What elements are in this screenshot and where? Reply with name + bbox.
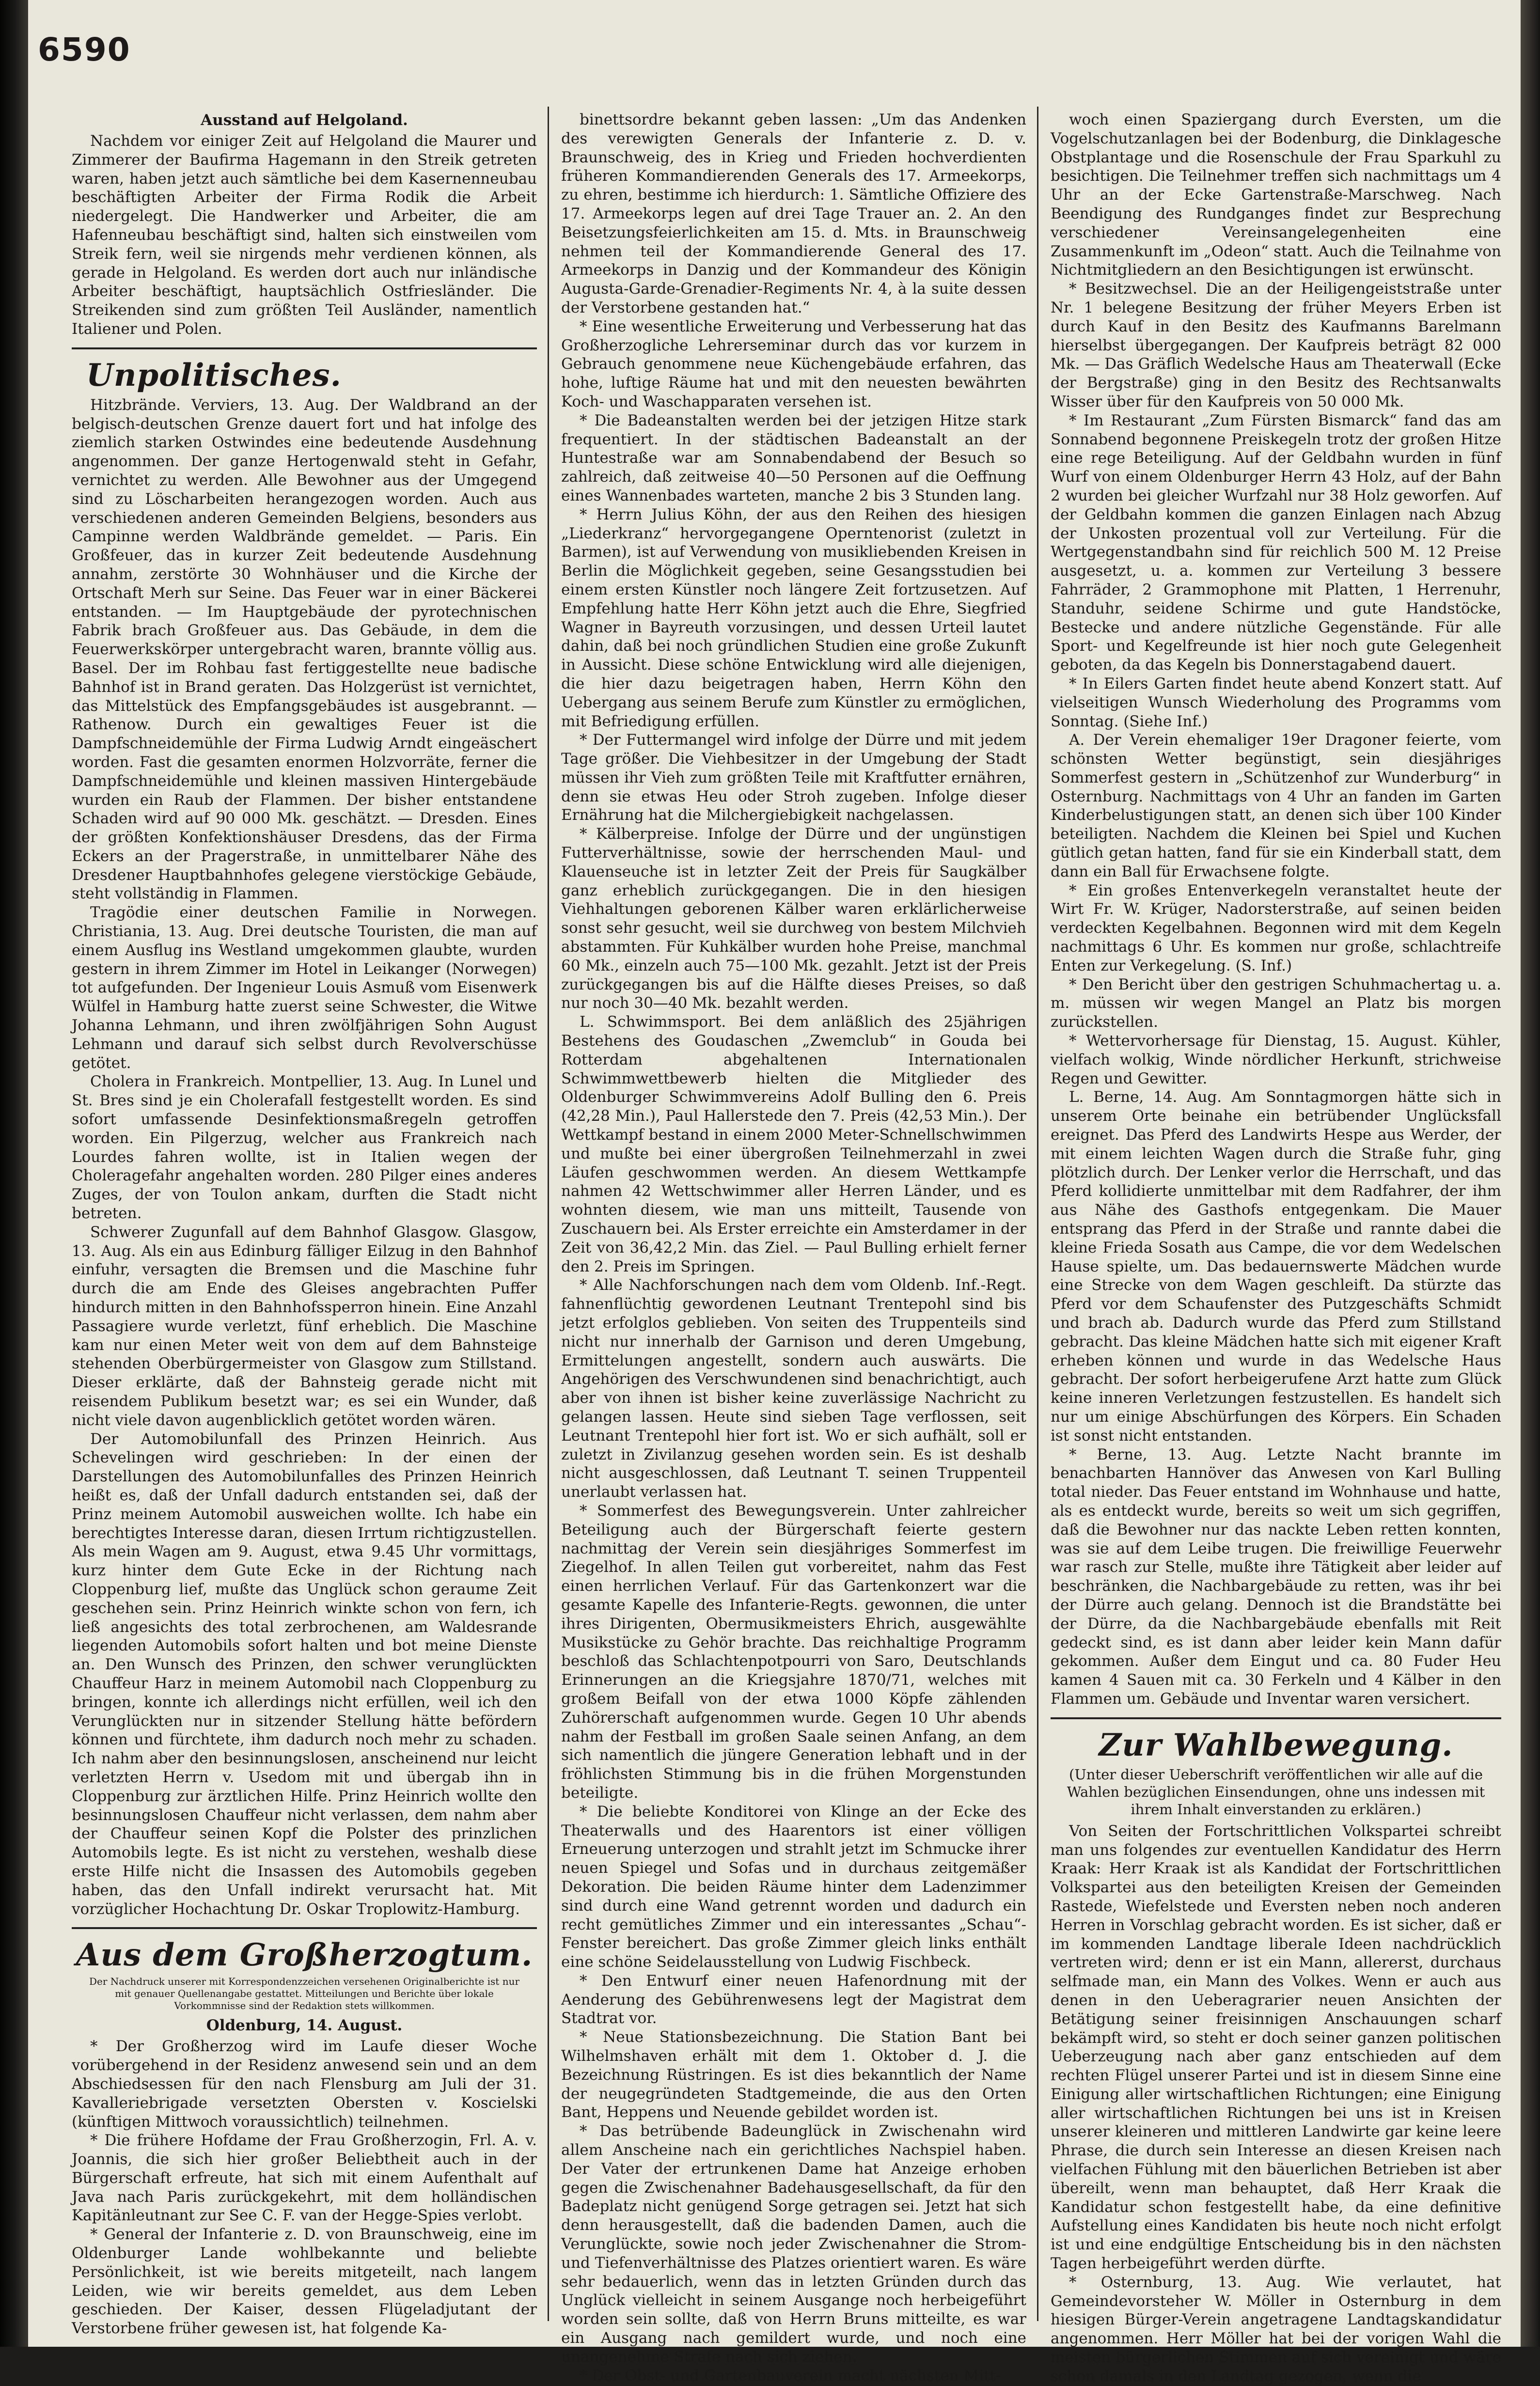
newspaper-page [28, 0, 1521, 2385]
article-text: * Der Großherzog wird im Laufe dieser Woche vorübergehend in der Residenz anwesend sein und an dem Abschiedsessen für den nach Flensburg am Juli der 31. Kavalleriebrigade versetzten Obersten v. Koscielski (künftigen Mittwoch voraussichtlich) teilnehmen. [72, 2038, 537, 2131]
article-grossherzogtum [72, 2037, 537, 2338]
article-wahlbewegung [1051, 1822, 1501, 2386]
article-text: * Der Futtermangel wird infolge der Dürre und mit jedem Tage größer. Die Viehbesitzer in der Umgebung der Stadt müssen ihr Vieh zum größten Teile mit Kraftfutter ernähren, denn sie etwas Heu oder Stroh zugeben. Infolge dieser Ernährung hat die Milchergiebigkeit nachgelassen. [561, 731, 1026, 824]
article-text: Tragödie einer deutschen Familie in Norwegen. Christiania, 13. Aug. Drei deutsche Touristen, die man auf einem Ausflug ins Westland umgekommen glaubte, wurden gestern in ihrem Zimmer im Hotel in Leikanger (Norwegen) tot aufgefunden. Der Ingenieur Louis Asmuß vom Eisenwerk Wülfel in Hamburg hatte zuerst seine Schwester, die Witwe Johanna Lehmann, und ihren zwölfjährigen Sohn August Lehmann und darauf sich selbst durch Revolverschüsse getötet. [72, 904, 537, 1072]
article-text: Der Automobilunfall des Prinzen Heinrich. Aus Schevelingen wird geschrieben: In der einen der Darstellungen des Automobilunfalles des Prinzen Heinrich heißt es, daß der Unfall dadurch entstanden sei, daß der Prinz meinem Automobil ausweichen wollte. Ich habe ein berechtigtes Interesse daran, diesen Irrtum richtigzustellen. Als mein Wagen am 9. August, etwa 9.45 Uhr vormittags, kurz hinter dem Gute Ecke in der Richtung nach Cloppenburg lief, mußte das Unglück schon geraume Zeit geschehen sein. Prinz Heinrich winkte schon von fern, ich ließ angesichts des total zerbrochenen, am Waldesrande liegenden Automobils sofort halten und bot meine Dienste an. Den Wunsch des Prinzen, den schwer verunglückten Chauffeur Harz in meinem Automobil nach Cloppenburg zu bringen, konnte ich allerdings nicht erfüllen, weil ich den Verunglückten nur in sitzender Stellung hätte befördern können und fürchtete, ihm dadurch noch mehr zu schaden. Ich nahm aber den besinnungslosen, anscheinend nur leicht verletzten Herrn v. Usedom mit und übergab ihn in Cloppenburg zur ärztlichen Hilfe. Prinz Heinrich wollte den besinnungslosen Chauffeur nicht verlassen, dem nahm aber der Chauffeur seinen Kopf die Polster des prinzlichen Automobils legte. Es ist nicht zu verstehen, weshalb diese erste Hilfe nicht die Insassen des Automobils gegeben haben, das den Unfall indirekt verursacht hat. Mit vorzüglicher Hochachtung Dr. Oskar Troplowitz-Hamburg. [72, 1430, 537, 1918]
article-text: * Ein großes Entenverkegeln veranstaltet heute der Wirt Fr. W. Krüger, Nadorsterstraße, auf seinen beiden verdeckten Kegelbahnen. Begonnen wird mit dem Kegeln nachmittags 6 Uhr. Es kommen nur große, schlachtreife Enten zur Verkegelung. (S. Inf.) [1051, 881, 1501, 974]
article-text: Hitzbrände. Verviers, 13. Aug. Der Waldbrand an der belgisch-deutschen Grenze dauert fort und hat infolge des ziemlich starken Ostwindes eine bedeutende Ausdehnung angenommen. Der ganze Hertogenwald steht in Gefahr, vernichtet zu werden. Alle Bewohner aus der Umgegend sind zu Löscharbeiten herangezogen worden. Auch aus verschiedenen anderen Gemeinden Belgiens, besonders aus Campinne werden Waldbrände gemeldet. — Paris. Ein Großfeuer, das in kurzer Zeit bedeutende Ausdehnung annahm, zerstörte 30 Wohnhäuser und die Kirche der Ortschaft Merh sur Seine. Das Feuer war in einer Bäckerei entstanden. — Im Hauptgebäude der pyrotechnischen Fabrik brach Großfeuer aus. Das Gebäude, in dem die Feuerwerkskörper untergebracht waren, brannte völlig aus. Basel. Der im Rohbau fast fertiggestellte neue badische Bahnhof ist in Brand geraten. Das Holzgerüst ist vernichtet, das Mittelstück des Empfangsgebäudes ist ausgebrannt. — Rathenow. Durch ein gewaltiges Feuer ist die Dampfschneidemühle der Firma Ludwig Arndt eingeäschert worden. Fast die gesamten enormen Holzvorräte, ferner die Dampfschneidemühle und kleinen massiven Hintergebäude wurden ein Raub der Flammen. Der bisher entstandene Schaden wird auf 90 000 Mk. geschätzt. — Dresden. Eines der größten Konfektionshäuser Dresdens, das der Firma Eckers an der Pragerstraße, in unmittelbarer Nähe des Dresdener Hauptbahnhofes gelegene vierstöckige Gebäude, steht vollständig in Flammen. [72, 396, 537, 903]
section-title-unpolitisches: Unpolitisches. [86, 357, 342, 393]
section-title-grossherzogtum: Aus dem Großherzogtum. [76, 1937, 533, 1974]
article-text: * Neue Stationsbezeichnung. Die Station Bant bei Wilhelmshaven erhält mit dem 1. Oktober d. J. die Bezeichnung Rüstringen. Es ist dies bekanntlich der Name der neugegründeten Stadtgemeinde, die aus den Orten Bant, Heppens und Neuende gebildet worden ist. [561, 2028, 1026, 2121]
article-text: * Die Badeanstalten werden bei der jetzigen Hitze stark frequentiert. In der städtischen Badeanstalt an der Huntestraße war am Sonnabendabend der Besuch so zahlreich, daß zeitweise 40—50 Personen auf die Oeffnung eines Wannenbades warteten, manche 2 bis 3 Stunden lang. [561, 411, 1026, 504]
article-text: binettsordre bekannt geben lassen: „Um das Andenken des verewigten Generals der Infanterie z. D. v. Braunschweig, des in Krieg und Frieden hochverdienten früheren Kommandierenden Generals des 17. Armeekorps, zu ehren, bestimme ich hierdurch: 1. Sämtliche Offiziere des 17. Armeekorps legen auf drei Tage Trauer an. 2. An den Beisetzungsfeierlichkeiten am 15. d. Mts. in Braunschweig nehmen teil der Kommandierende General des 17. Armeekorps in Danzig und der Kommandeur des Königin Augusta-Garde-Grenadier-Regiments Nr. 4, à la suite dessen der Verstorbene gestanden hat.“ [561, 111, 1026, 316]
article-text: * Den Entwurf einer neuen Hafenordnung mit der Aenderung des Gebührenwesens legt der Magistrat dem Stadtrat vor. [561, 1972, 1026, 2027]
article-text: * Das betrübende Badeunglück in Zwischenahn wird allem Anscheine nach ein gerichtliches Nachspiel haben. Der Vater der ertrunkenen Dame hat Anzeige erhoben gegen die Zwischenahner Badehausgesellschaft, da für den Badeplatz nicht genügend Sorge getragen sei. Jetzt hat sich denn herausgestellt, daß die badenden Damen, auch die Verunglückte, sowie noch jeder Zwischenahner die Strom- und Tiefenverhältnisse des Platzes orientiert waren. Es wäre sehr bedauerlich, wenn das in letzten Gründen durch das Unglück vielleicht in seinem Ausgange noch herbeigeführt worden sein sollte, daß von Herrn Bruns mitteilte, es war ein Ausgang nach gemildert wurde, und noch eine unangenehme Strafe nach sich ziehen. [561, 2122, 1026, 2366]
column-rule [1037, 107, 1038, 2321]
article-local-news [561, 110, 1026, 2385]
article-text: * Herrn Julius Köhn, der aus den Reihen des hiesigen „Liederkranz“ hervorgegangene Operntenorist (zuletzt in Barmen), ist auf Verwendung von musikliebenden Kreisen in Berlin die Möglichkeit gegeben, seine Gesangsstudien bei einem ersten Künstler noch längere Zeit fortzusetzen. Auf Empfehlung hatte Herr Köhn jetzt auch die Ehre, Siegfried Wagner in Bayreuth vorzusingen, und dessen Urteil lautet dahin, daß bei noch gründlichen Studien eine große Zukunft in Aussicht. Diese schöne Entwicklung wird alle diejenigen, die hier dazu beigetragen haben, Herrn Köhn den Uebergang aus seinem Berufe zum Künstler zu ermöglichen, mit Befriedigung erfüllen. [561, 505, 1026, 730]
column-2 [561, 110, 1026, 2385]
article-text: Nachdem vor einiger Zeit auf Helgoland die Maurer und Zimmerer der Baufirma Hagemann in den Streik getreten waren, haben jetzt auch sämtliche bei dem Kasernenneubau beschäftigten Arbeiter der Firma Rodik die Arbeit niedergelegt. Die Handwerker und Arbeiter, die am Hafenneubau beschäftigt sind, halten sich einstweilen vom Streik fern, weil sie nirgends mehr verdienen können, als gerade in Helgoland. Es werden dort auch nur inländische Arbeiter beschäftigt, hauptsächlich Ostfriesländer. Die Streikenden sind zum größten Teil Ausländer, namentlich Italiener und Polen. [72, 132, 537, 338]
page-number: 6590 [38, 31, 131, 68]
section-divider [72, 1927, 537, 1929]
article-local-news-cont [1051, 110, 1501, 1709]
article-text: Cholera in Frankreich. Montpellier, 13. Aug. In Lunel und St. Bres sind je ein Cholerafall festgestellt worden. Es sind sofort umfassende Desinfektionsmaßregeln getroffen worden. Ein Pilgerzug, welcher aus Frankreich nach Lourdes fahren wollte, ist in Italien wegen der Choleragefahr angehalten worden. 280 Pilger eines anderes Zuges, der von Toulon ankam, durften die Stadt nicht betreten. [72, 1073, 537, 1223]
article-helgoland [72, 110, 537, 339]
section-divider [1051, 1717, 1501, 1719]
article-text: Von Seiten der Fortschrittlichen Volkspartei schreibt man uns folgendes zur eventuellen Kandidatur des Herrn Kraak: Herr Kraak ist als Kandidat der Fortschrittlichen Volkspartei aus den beteiligten Kreisen der Gemeinden Rastede, Wiefelstede und Eversten neben noch anderen Herren in Vorschlag gebracht worden. Es ist sicher, daß er im kommenden Landtage liberale Ideen nachdrücklich vertreten wird; denn er ist ein Mann, allererst, durchaus selfmade man, ein Mann des Volkes. Wenn er auch aus denen in den Ueberagrarier neuen Ansichten der Betätigung seiner freisinnigen Anschauungen scharf bekämpft wird, so steht er doch seiner ganzen politischen Ueberzeugung nach aber ganz entschieden auf dem rechten Flügel unserer Partei und ist in diesem Sinne eine Einigung aller wirtschaftlichen Richtungen; eine Einigung aller wirtschaftlichen Richtungen bei uns ist in Kreisen unserer kleineren und mittleren Landwirte gar keine leere Phrase, die durch sein Interesse an diesen Kreisen nach vielfachen Fühlung mit den bäuerlichen Betrieben ist aber übereilt, wenn man behauptet, daß Herr Kraak die Kandidatur schon festgestellt habe, da eine definitive Aufstellung eines Kandidaten bis heute noch nicht erfolgt ist und eine endgültige Entscheidung bis in den nächsten Tagen herbeigeführt werden dürfte. [1051, 1822, 1501, 2273]
article-text: Schwerer Zugunfall auf dem Bahnhof Glasgow. Glasgow, 13. Aug. Als ein aus Edinburg fälliger Eilzug in den Bahnhof einfuhr, versagten die Bremsen und die Maschine fuhr durch die am Ende des Gleises angebrachten Puffer hindurch mitten in den Bahnhofssperron hinein. Eine Anzahl Passagiere wurde verletzt, fünf erheblich. Die Maschine kam nur einen Meter weit von dem auf dem Bahnsteige stehenden Oberbürgermeister von Glasgow zum Stillstand. Dieser erklärte, daß der Bahnsteig gerade nicht mit reisendem Publikum besetzt war; es sei ein Wunder, daß nicht viele davon augenblicklich getötet worden wären. [72, 1223, 537, 1429]
binding-edge-right [1521, 0, 1540, 2347]
article-text: A. Der Verein ehemaliger 19er Dragoner feierte, vom schönsten Wetter begünstigt, sein diesjähriges Sommerfest gestern in „Schützenhof zur Wunderburg“ in Osternburg. Nachmittags von 4 Uhr an fanden im Garten Kinderbelustigungen statt, an denen sich über 100 Kinder beteiligten. Nachdem die Kleinen bei Spiel und Kuchen gütlich getan hatten, fand für sie ein Kinderball statt, dem dann ein Ball für Erwachsene folgte. [1051, 731, 1501, 880]
column-3 [1051, 110, 1501, 2385]
article-text: * Die frühere Hofdame der Frau Großherzogin, Frl. A. v. Joannis, die sich hier großer Beliebtheit auch in der Bürgerschaft erfreute, hat sich mit einem Aufenthalt auf Java nach Paris zurückgekehrt, mit dem holländischen Kapitänleutnant zur See C. F. van der Hegge-Spies verlobt. [72, 2132, 537, 2225]
binding-edge-left [0, 0, 28, 2347]
section-title-wahlbewegung: Zur Wahlbewegung. [1099, 1727, 1453, 1763]
article-text: * Berne, 13. Aug. Letzte Nacht brannte im benachbarten Hannöver das Anwesen von Karl Bulling total nieder. Das Feuer entstand im Wohnhause und hatte, als es entdeckt wurde, bereits so weit um sich gegriffen, daß die Bewohner nur das nackte Leben retten konnten, was sie auf dem Leibe trugen. Die freiwillige Feuerwehr war rasch zur Stelle, mußte ihre Tätigkeit aber leider auf beschränken, die Nachbargebäude zu retten, was ihr bei der Dürre auch gelang. Dennoch ist die Brandstätte bei der Dürre, da die Nachbargebäude ebenfalls mit Reit gedeckt sind, es ist dann aber leider kein Mann dafür gekommen. Außer dem Eingut und ca. 80 Fuder Heu kamen 4 Sauen mit ca. 30 Ferkeln und 4 Kälber in den Flammen um. Gebäude und Inventar waren versichert. [1051, 1445, 1501, 1708]
article-text: * Kälberpreise. Infolge der Dürre und der ungünstigen Futterverhältnisse, sowie der herrschenden Maul- und Klauenseuche ist in letzter Zeit der Preis für Saugkälber ganz erheblich zurückgegangen. Die in den hiesigen Viehhaltungen geborenen Kälber waren erklärlicherweise sonst sehr gesucht, weil sie durchweg von bestem Milchvieh abstammten. Für Kuhkälber wurden hohe Preise, manchmal 60 Mk., einzeln auch 75—100 Mk. gezahlt. Jetzt ist der Preis zurückgegangen bis auf die Hälfte dieses Preises, so daß nur noch 30—40 Mk. bezahlt werden. [561, 825, 1026, 1012]
article-text: L. Berne, 14. Aug. Am Sonntagmorgen hätte sich in unserem Orte beinahe ein betrübender Unglücksfall ereignet. Das Pferd des Landwirts Hespe aus Werder, der mit einem leichten Wagen durch die Straße fuhr, ging plötzlich durch. Der Lenker verlor die Herrschaft, und das Pferd kollidierte unmittelbar mit dem Radfahrer, der ihm aus Nähe des Gasthofs entgegenkam. Die Mauer entsprang das Pferd in der Straße und rannte dabei die kleine Frieda Sosath aus Campe, die vor dem Wedelschen Hause spielte, um. Das bedauernswerte Mädchen wurde eine Strecke von dem Wagen geschleift. Da stürzte das Pferd vor dem Schaufenster des Putzgeschäfts Schmidt und brach ab. Dadurch wurde das Pferd zum Stillstand gebracht. Das kleine Mädchen hatte sich mit eigener Kraft erheben können und wurde in das Wedelsche Haus gebracht. Der sofort herbeigerufene Arzt hatte zum Glück keine inneren Verletzungen festzustellen. Es handelt sich nur um einige Abschürfungen des Körpers. Ein Schaden ist sonst nicht entstanden. [1051, 1088, 1501, 1444]
article-text: * Der Obst- und Gartenbauverein macht nächsten Mitt- [580, 2367, 1001, 2385]
column-rule [548, 107, 549, 2321]
article-text: * Besitzwechsel. Die an der Heiligengeiststraße unter Nr. 1 belegene Besitzung der früher Meyers Erben ist durch Kauf in den Besitz des Kaufmanns Barelmann hierselbst übergegangen. Der Kaufpreis beträgt 82 000 Mk. — Das Gräflich Wedelsche Haus am Theaterwall (Ecke der Bergstraße) ging in den Besitz des Rechtsanwalts Wisser über für den Kaufpreis von 50 000 Mk. [1051, 280, 1501, 410]
article-text: * General der Infanterie z. D. von Braunschweig, eine im Oldenburger Lande wohlbekannte und beliebte Persönlichkeit, ist wie bereits mitgeteilt, nach langem Leiden, wie wir bereits gemeldet, aus dem Leben geschieden. Der Kaiser, dessen Flügeladjutant der Verstorbene früher gewesen ist, hat folgende Ka- [72, 2226, 537, 2338]
article-unpolitisches [72, 396, 537, 1919]
section-divider [72, 347, 537, 349]
column-1 [72, 110, 537, 2338]
reprint-notice: Der Nachdruck unserer mit Korrespondenzzeichen versehenen Originalberichte ist nur mit genauer Quellenangabe gestattet. Mitteilungen und Berichte über lokale Vorkommnisse sind der Redaktion stets willkommen. [89, 1976, 520, 2012]
dateline: Oldenburg, 14. August. [206, 2017, 403, 2035]
article-text: * Wettervorhersage für Dienstag, 15. August. Kühler, vielfach wolkig, Winde nördlicher Herkunft, strichweise Regen und Gewitter. [1051, 1032, 1501, 1087]
article-text: * Die beliebte Konditorei von Klinge an der Ecke des Theaterwalls und des Haarentors ist einer völligen Erneuerung unterzogen und strahlt jetzt im Schmucke ihrer neuen Spiegel und Sofas und in durchaus zeitgemäßer Dekoration. Die beiden Räume hinter dem Ladenzimmer sind durch eine Wand getrennt worden und dadurch ein recht gemütliches Zimmer und ein interessantes „Schau“-Fenster bereichert. Das große Zimmer gleich links enthält eine schöne Seidelausstellung von Ludwig Fischbeck. [561, 1803, 1026, 1971]
article-heading: Ausstand auf Helgoland. [201, 111, 408, 129]
article-text: * Im Restaurant „Zum Fürsten Bismarck“ fand das am Sonnabend begonnene Preiskegeln trotz der großen Hitze eine rege Beteiligung. Auf der Geldbahn wurden in fünf Wurf von einem Oldenburger Herrn 43 Holz, auf der Bahn 2 wurden bei gleicher Wurfzahl nur 38 Holz geworfen. Auf der Geldbahn kommen die ganzen Einlagen nach Abzug der Unkosten prozentual voll zur Verteilung. Für die Wertgegenstandbahn sind für reichlich 500 M. 12 Preise ausgesetzt, u. a. kommen zur Verteilung 3 bessere Fahrräder, 2 Grammophone mit Platten, 1 Herrenuhr, Standuhr, seidene Schirme und gute Handstöcke, Bestecke und andere nützliche Gegenstände. Für alle Sport- und Kegelfreunde ist hier noch gute Gelegenheit geboten, da das Kegeln bis Donnerstagabend dauert. [1051, 411, 1501, 674]
article-text: L. Schwimmsport. Bei dem anläßlich des 25jährigen Bestehens des Goudaschen „Zwemclub“ in Gouda bei Rotterdam abgehaltenen Internationalen Schwimmwettbewerb hielten die Mitglieder des Oldenburger Schwimmvereins Adolf Bulling den 6. Preis (42,28 Min.), Paul Hallerstede den 7. Preis (42,53 Min.). Der Wettkampf bestand in einem 2000 Meter-Schnellschwimmen und mußte bei einer übergroßen Teilnehmerzahl in zwei Läufen geschwommen werden. An diesem Wettkampfe nahmen 42 Wettschwimmer aller Herren Länder, und es wohnten diesem, wie man uns mitteilt, Tausende von Zuschauern bei. Als Erster erreichte ein Amsterdamer in der Zeit von 36,42,2 Min. das Ziel. — Paul Bulling erhielt ferner den 2. Preis im Springen. [561, 1013, 1026, 1275]
editor-note: (Unter dieser Ueberschrift veröffentlichen wir alle auf die Wahlen bezüglichen Einsendungen, ohne uns indessen mit ihrem Inhalt einverstanden zu erklären.) [1067, 1766, 1485, 1818]
article-text: * Eine wesentliche Erweiterung und Verbesserung hat das Großherzogliche Lehrerseminar durch das vor kurzem in Gebrauch genommene neue Küchengebäude erfahren, das hohe, luftige Räume hat und mit den neuesten bewährten Koch- und Waschapparaten versehen ist. [561, 317, 1026, 410]
article-text: * Osternburg, 13. Aug. Wie verlautet, hat Gemeindevorsteher W. Möller in Osternburg in dem hiesigen Bürger-Verein angetragene Landtagskandidatur angenommen. Herr Möller hat bei der vorigen Wahl die meisten bürgerlichen Stimmen auf sich vereinigt und wäre schon damals in den Landtag gezogen, wenn die [1051, 2273, 1501, 2385]
article-text: woch einen Spaziergang durch Eversten, um die Vogelschutzanlagen bei der Bodenburg, die Dinklagesche Obstplantage und die Rosenschule der Frau Sparkuhl zu besichtigen. Die Teilnehmer treffen sich nachmittags um 4 Uhr an der Ecke Gartenstraße-Marschweg. Nach Beendigung des Rundganges findet zur Besprechung verschiedener Vereinsangelegenheiten eine Zusammenkunft im „Odeon“ statt. Auch die Teilnahme von Nichtmitgliedern an den Besichtigungen ist erwünscht. [1051, 111, 1501, 279]
article-text: * Den Bericht über den gestrigen Schuhmachertag u. a. m. müssen wir wegen Mangel an Platz bis morgen zurückstellen. [1051, 975, 1501, 1031]
article-text: * Sommerfest des Bewegungsverein. Unter zahlreicher Beteiligung auch der Bürgerschaft feierte gestern nachmittag der Verein sein diesjähriges Sommerfest im Ziegelhof. In allen Teilen gut vorbereitet, nahm das Fest einen herrlichen Verlauf. Für das Gartenkonzert war die gesamte Kapelle des Infanterie-Regts. gewonnen, die unter ihres Dirigenten, Obermusikmeisters Ehrich, ausgewählte Musikstücke zu Gehör brachte. Das reichhaltige Programm beschloß das Schlachtenpotpourri von Saro, Deutschlands Erinnerungen an die Kriegsjahre 1870/71, welches mit großem Beifall von der etwa 1000 Köpfe zählenden Zuhörerschaft aufgenommen wurde. Gegen 10 Uhr abends nahm der Festball im großen Saale seinen Anfang, an dem sich namentlich die jüngere Generation lebhaft und in der fröhlichsten Stimmung bis in die frühen Morgenstunden beteiligte. [561, 1502, 1026, 1802]
article-text: * In Eilers Garten findet heute abend Konzert statt. Auf vielseitigen Wunsch Wiederholung des Programms vom Sonntag. (Siehe Inf.) [1051, 675, 1501, 730]
article-text: * Alle Nachforschungen nach dem vom Oldenb. Inf.-Regt. fahnenflüchtig gewordenen Leutnant Trentepohl sind bis jetzt erfolglos geblieben. Von seiten des Truppenteils sind nicht nur innerhalb der Garnison und deren Umgebung, Ermittelungen angestellt, sondern auch auswärts. Die Angehörigen des Verschwundenen sind benachrichtigt, auch aber von ihnen ist bisher keine zuverlässige Nachricht zu gelangen lassen. Heute sind sieben Tage verflossen, seit Leutnant Trentepohl hier fort ist. Wo er sich aufhält, soll er zuletzt in Zivilanzug gesehen worden sein. Es ist deshalb nicht ausgeschlossen, daß Leutnant T. seinen Truppenteil unerlaubt verlassen hat. [561, 1276, 1026, 1501]
